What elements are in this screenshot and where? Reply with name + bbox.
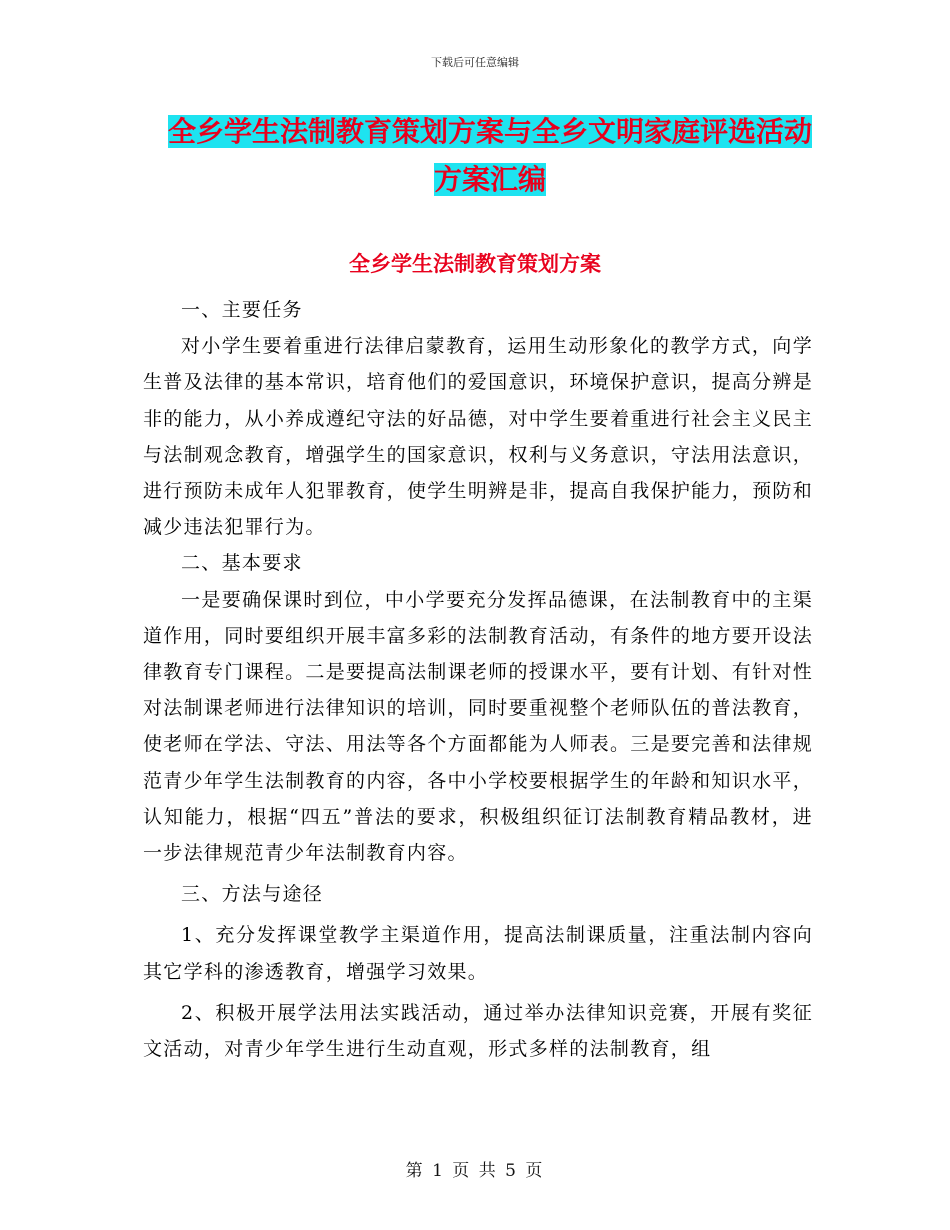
section-title: 全乡学生法制教育策划方案 [349,252,601,276]
heading-main-tasks: 一、主要任务 [181,299,303,321]
page-footer: 第 1 页 共 5 页 [405,1161,545,1181]
document-title-line-2: 方案汇编 [433,163,546,196]
paragraph-basic-requirements: 一是要确保课时到位，中小学要充分发挥品德课，在法制教育中的主渠道作用，同时要组织开展丰富多彩的法制教育活动，有条件的地方要开设法律教育专门课程。二是要提高法制课老师的授课水平，要有计划、有针对性对法制课老师进行法律知识的培训，同时要重视整个老师队伍的普法教育，使老师在学法、守法、用法等各个方面都能为人师表。三是要完善和法律规范青少年学生法制教育的内容，各中小学校要根据学生的年龄和知识水平，认知能力，根据“四五”普法的要求，积极组织征订法制教育精品教材，进一步法律规范青少年法制教育内容。 [143,588,813,865]
heading-basic-requirements: 二、基本要求 [181,552,303,575]
paragraph-main-tasks: 对小学生要着重进行法律启蒙教育，运用生动形象化的教学方式，向学生普及法律的基本常识，培育他们的爱国意识，环境保护意识，提高分辨是非的能力，从小养成遵纪守法的好品德，对中学生要着重进行社会主义民主与法制观念教育，增强学生的国家意识，权利与义务意识，守法用法意识，进行预防未成年人犯罪教育，使学生明辨是非，提高自我保护能力，预防和减少违法犯罪行为。 [143,335,813,539]
page-header-note: 下载后可任意编辑 [431,56,519,69]
heading-methods: 三、方法与途径 [181,883,324,906]
paragraph-method-1: 1、充分发挥课堂教学主渠道作用，提高法制课质量，注重法制内容向其它学科的渗透教育，增强学习效果。 [143,924,813,983]
paragraph-method-2: 2、积极开展学法用法实践活动，通过举办法律知识竞赛，开展有奖征文活动，对青少年学生进行生动直观，形式多样的法制教育，组 [143,1001,813,1061]
document-title [140,108,840,204]
document-body [143,292,813,1067]
document-title-line-1: 全乡学生法制教育策划方案与全乡文明家庭评选活动 [167,115,812,148]
